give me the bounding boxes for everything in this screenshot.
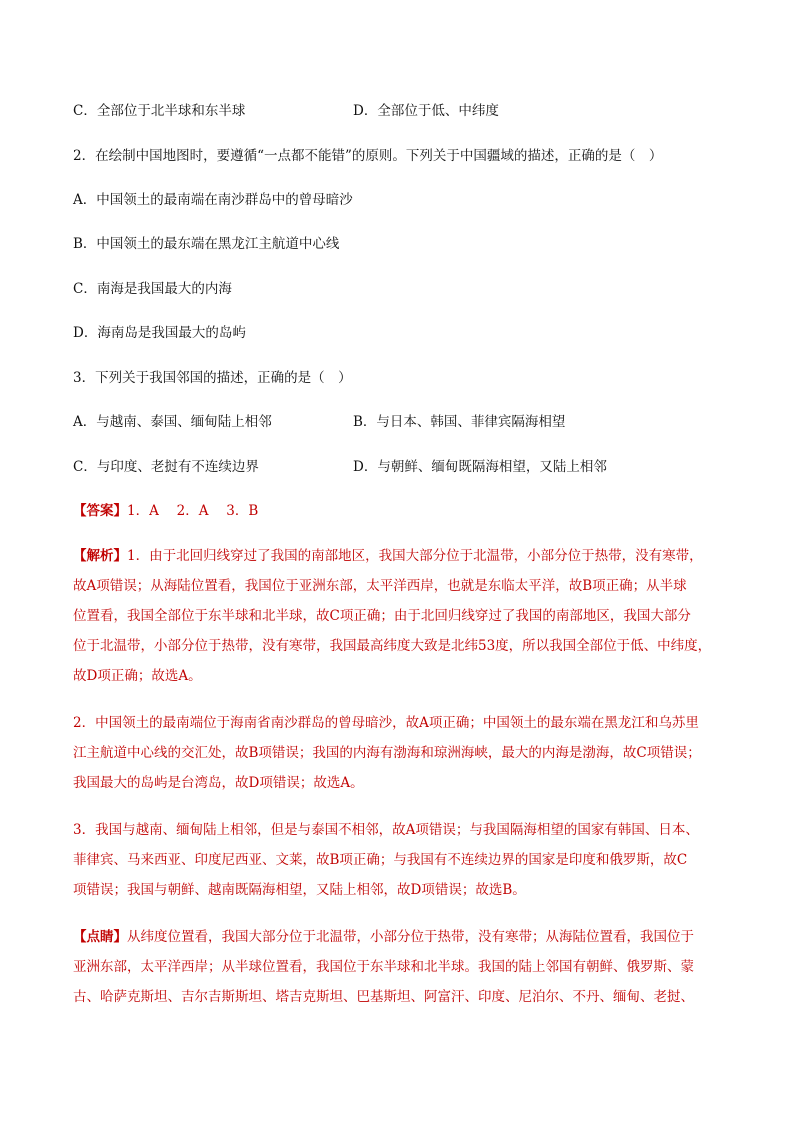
answer-text: 1．A 2．A 3．B [127, 503, 259, 519]
dianjing-line-1 [73, 929, 694, 946]
dianjing-tag: 【点睛】 [73, 929, 127, 945]
analysis-tag: 【解析】 [73, 548, 127, 564]
analysis-p1-line-3: 位置看，我国全部位于东半球和北半球，故C项正确；由于北回归线穿过了我国的南部地区，我国大部分 [73, 608, 691, 624]
analysis-p1-text-1: 1．由于北回归线穿过了我国的南部地区，我国大部分位于北温带，小部分位于热带，没有寒带， [127, 548, 703, 564]
q3-option-d: D．与朝鲜、缅甸既隔海相望，又陆上相邻 [353, 459, 607, 475]
q3-option-b: B．与日本、韩国、菲律宾隔海相望 [353, 414, 566, 430]
q2-option-a: A．中国领土的最南端在南沙群岛中的曾母暗沙 [73, 192, 353, 208]
q2-stem: 2．在绘制中国地图时，要遵循“一点都不能错”的原则。下列关于中国疆域的描述，正确的是（ ） [73, 148, 663, 164]
q2-option-d: D．海南岛是我国最大的岛屿 [73, 325, 246, 341]
answer-line [73, 503, 258, 520]
analysis-p3-line-1: 3．我国与越南、缅甸陆上相邻，但是与泰国不相邻，故A项错误；与我国隔海相望的国家有韩国、日本、 [73, 822, 699, 838]
q2-option-b: B．中国领土的最东端在黑龙江主航道中心线 [73, 236, 340, 252]
q3-stem: 3．下列关于我国邻国的描述，正确的是（ ） [73, 370, 352, 386]
analysis-p1-line-2: 故A项错误；从海陆位置看，我国位于亚洲东部，太平洋西岸，也就是东临太平洋，故B项正确；从半球 [73, 578, 687, 594]
analysis-p2-line-3: 我国最大的岛屿是台湾岛，故D项错误；故选A。 [73, 775, 364, 791]
dianjing-text-1: 从纬度位置看，我国大部分位于北温带，小部分位于热带，没有寒带；从海陆位置看，我国位于 [127, 929, 694, 945]
q3-option-a: A．与越南、泰国、缅甸陆上相邻 [73, 414, 272, 430]
q3-option-c: C．与印度、老挝有不连续边界 [73, 459, 259, 475]
dianjing-line-2: 亚洲东部，太平洋西岸；从半球位置看，我国位于东半球和北半球。我国的陆上邻国有朝鲜、俄罗斯、蒙 [73, 959, 694, 975]
analysis-p1-line-5: 故D项正确；故选A。 [73, 668, 202, 684]
q2-option-c: C．南海是我国最大的内海 [73, 281, 232, 297]
analysis-p2-line-1: 2．中国领土的最南端位于海南省南沙群岛的曾母暗沙，故A项正确；中国领土的最东端在黑龙江和乌苏里 [73, 715, 699, 731]
q1-option-c: C．全部位于北半球和东半球 [73, 103, 246, 119]
analysis-p1-line-1 [73, 548, 703, 565]
analysis-p3-line-2: 菲律宾、马来西亚、印度尼西亚、文莱，故B项正确；与我国有不连续边界的国家是印度和俄罗斯，故C [73, 852, 688, 868]
dianjing-line-3: 古、哈萨克斯坦、吉尔吉斯斯坦、塔吉克斯坦、巴基斯坦、阿富汗、印度、尼泊尔、不丹、缅甸、老挝、 [73, 989, 694, 1005]
answer-tag: 【答案】 [73, 503, 127, 519]
analysis-p1-line-4: 位于北温带，小部分位于热带，没有寒带，我国最高纬度大致是北纬53度，所以我国全部位于低、中纬度， [73, 638, 712, 654]
q1-option-d: D．全部位于低、中纬度 [353, 103, 499, 119]
analysis-p3-line-3: 项错误；我国与朝鲜、越南既隔海相望，又陆上相邻，故D项错误；故选B。 [73, 882, 526, 898]
analysis-p2-line-2: 江主航道中心线的交汇处，故B项错误；我国的内海有渤海和琼洲海峡，最大的内海是渤海，故C项错误； [73, 745, 701, 761]
